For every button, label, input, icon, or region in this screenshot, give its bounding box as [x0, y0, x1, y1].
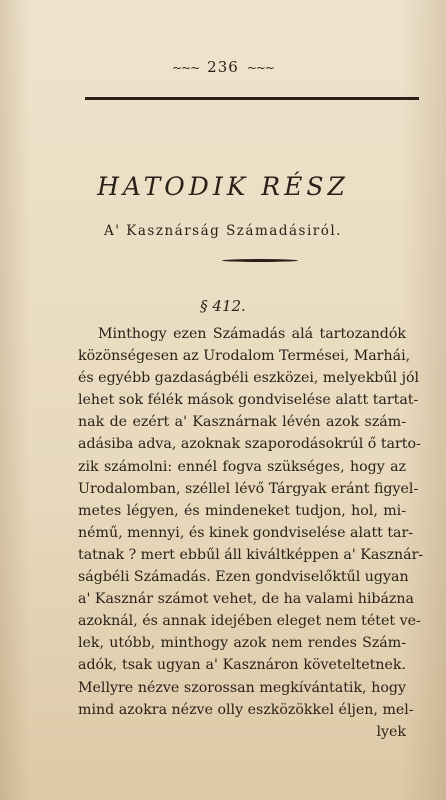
left-ornament: ~~~ [172, 61, 200, 75]
body-line: nak de ezért a' Kasznárnak lévén azok szám- [78, 414, 406, 431]
body-line: zik számolni: ennél fogva szükséges, hogy az [78, 458, 406, 475]
page-number: 236 [207, 58, 239, 76]
body-line: azoknál, és annak idejében eleget nem tétet ve- [78, 613, 421, 630]
header-rule [85, 97, 419, 100]
body-line: adók, tsak ugyan a' Kasznáron követeltetnek. [78, 657, 406, 674]
page-header [0, 58, 446, 76]
body-line: Minthogy ezen Számadás alá tartozandók [98, 326, 406, 342]
catchword: lyek [376, 723, 406, 740]
body-line: némű, mennyi, és kinek gondviselése alatt tar- [78, 524, 414, 541]
body-line: lek, utóbb, minthogy azok nem rendes Szám- [78, 635, 406, 652]
chapter-subtitle: A' Kasznárság Számadásiról. [104, 223, 342, 239]
body-line: Mellyre nézve szorossan megkívántatik, hogy [78, 679, 406, 696]
body-line: lehet sok félék mások gondviselése alatt tartat- [78, 392, 419, 409]
body-line: tatnak ? mert ebbűl áll kiváltképpen a' Kasznár- [78, 546, 424, 563]
body-line: ságbéli Számadás. Ezen gondviselőktűl ugyan [78, 569, 409, 586]
chapter-title: HATODIK RÉSZ [97, 172, 349, 201]
section-divider [222, 259, 298, 262]
body-line: a' Kasznár számot vehet, de ha valami hibázna [78, 591, 415, 608]
section-number: § 412. [200, 297, 246, 315]
body-line: és egyébb gazdaságbéli eszközei, melyekbűl jól [78, 370, 420, 387]
right-ornament: ~~~ [246, 61, 274, 75]
body-line: adásiba adva, azoknak szaporodásokrúl ő tarto- [78, 436, 421, 453]
body-line: Urodalomban, széllel lévő Tárgyak eránt figyel- [78, 480, 419, 497]
body-line: metes légyen, és mindeneket tudjon, hol, mi- [78, 502, 406, 519]
body-line: közönségesen az Urodalom Termései, Marhái, [78, 348, 411, 365]
body-line: mind azokra nézve olly eszközökkel éljen, mel- [78, 701, 414, 718]
body-text [78, 323, 424, 743]
